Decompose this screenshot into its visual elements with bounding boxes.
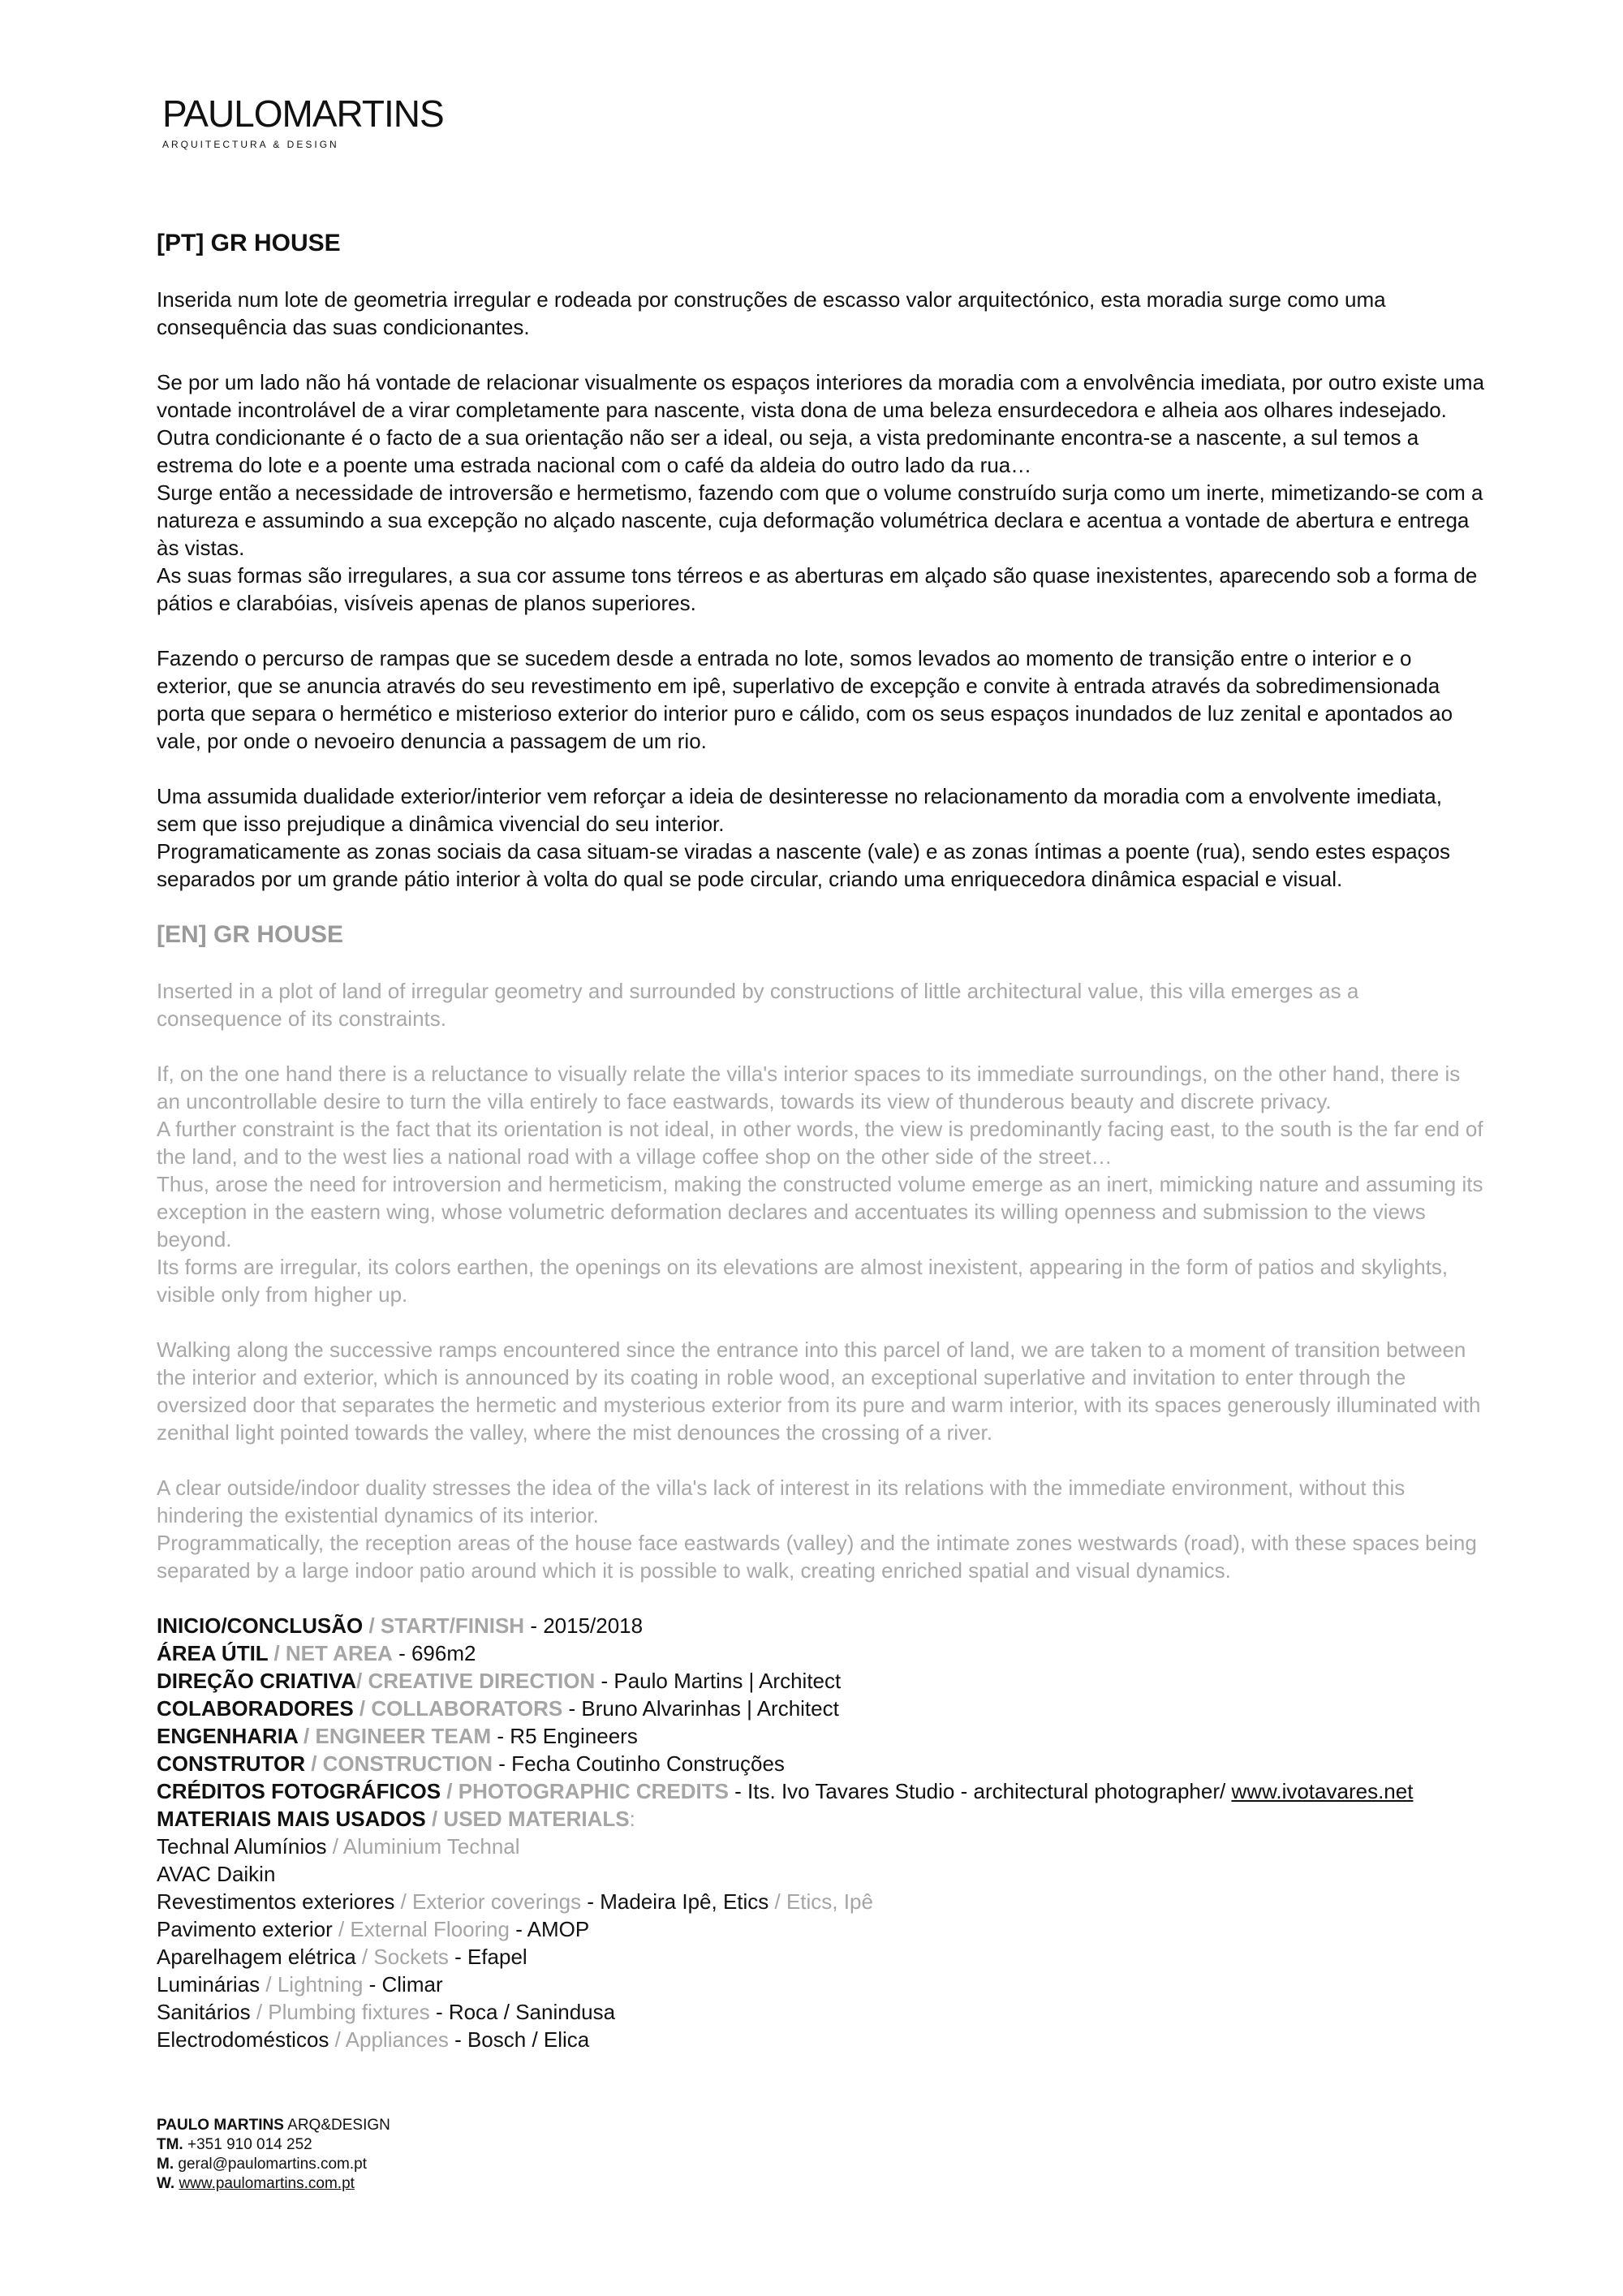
english-section (157, 920, 1487, 1584)
footer-phone: TM. +351 910 014 252 (157, 2136, 312, 2153)
en-paragraph-2a: If, on the one hand there is a reluctance to visually relate the villa's interior spaces to its immediate surroundings, on the other hand, there is an uncontrollable desire to turn the villa entirely to face eastwards, towards its view of thunderous beauty and discrete privacy. (157, 1062, 1461, 1114)
pt-paragraph-4a: Uma assumida dualidade exterior/interior vem reforçar a ideia de desinteresse no relacionamento da moradia com a envolvente imediata, sem que isso prejudique a dinâmica vivencial do seu interior. (157, 784, 1442, 836)
material-hvac: AVAC Daikin (157, 1862, 276, 1886)
project-credits (157, 1612, 1487, 2053)
photographer-link[interactable]: www.ivotavares.net (1231, 1779, 1414, 1803)
en-paragraph-4a: A clear outside/indoor duality stresses the idea of the villa's lack of interest in its relations with the immediate environment, without this hindering the existential dynamics of its interior. (157, 1475, 1406, 1527)
en-paragraph-2c: Thus, arose the need for introversion and hermeticism, making the constructed volume emerge as an inert, mimicking nature and assuming its exception in the eastern wing, whose volumetric deformation declares and accentuates its willing openness and submission to the views beyond. (157, 1172, 1483, 1251)
material-exterior-coverings: Revestimentos exteriores / Exterior coverings - Madeira Ipê, Etics / Etics, Ipê (157, 1889, 873, 1914)
footer-website: W. www.paulomartins.com.pt (157, 2175, 355, 2192)
material-appliances: Electrodomésticos / Appliances - Bosch / Elica (157, 2027, 590, 2052)
credit-creative-direction: DIREÇÃO CRIATIVA/ CREATIVE DIRECTION - Paulo Martins | Architect (157, 1669, 842, 1693)
en-paragraph-1: Inserted in a plot of land of irregular geometry and surrounded by constructions of little architectural value, this villa emerges as a consequence of its constraints. (157, 979, 1359, 1031)
footer-company: PAULO MARTINS ARQ&DESIGN (157, 2117, 390, 2134)
pt-title: [PT] GR HOUSE (157, 230, 341, 256)
en-paragraph-2b: A further constraint is the fact that its orientation is not ideal, in other words, the view is predominantly facing east, to the south is the far end of the land, and to the west lies a national road with a village coffee shop on the other side of the street… (157, 1117, 1483, 1169)
logo-subtitle: ARQUITECTURA & DESIGN (162, 139, 339, 150)
company-logo (162, 91, 444, 151)
material-sockets: Aparelhagem elétrica / Sockets - Efapel (157, 1945, 527, 1969)
material-lighting: Luminárias / Lightning - Climar (157, 1972, 443, 1997)
footer-email: M. geral@paulomartins.com.pt (157, 2156, 367, 2173)
contact-footer (157, 2116, 390, 2194)
logo-name: PAULOMARTINS (162, 93, 444, 135)
pt-paragraph-2b: Outra condicionante é o facto de a sua orientação não ser a ideal, ou seja, a vista predominante encontra-se a nascente, a sul temos a estrema do lote e a poente uma estrada nacional com o café da aldeia do outro lado da rua… (157, 425, 1419, 477)
pt-paragraph-2c: Surge então a necessidade de introversão e hermetismo, fazendo com que o volume construído surja como um inerte, mimetizando-se com a natureza e assumindo a sua excepção no alçado nascente, cuja deformação volumétrica declara e acentua a vontade de abertura e entrega às vistas. (157, 480, 1483, 560)
pt-paragraph-4b: Programaticamente as zonas sociais da casa situam-se viradas a nascente (vale) e as zonas íntimas a poente (rua), sendo estes espaços separados por um grande pátio interior à volta do qual se pode circular, criando uma enriquecedora dinâmica espacial e visual. (157, 839, 1451, 891)
credit-construction: CONSTRUTOR / CONSTRUCTION - Fecha Coutinho Construções (157, 1751, 785, 1776)
credit-photography: CRÉDITOS FOTOGRÁFICOS / PHOTOGRAPHIC CREDITS - Its. Ivo Tavares Studio - architectural photographer/ www.ivotavares.net (157, 1779, 1414, 1803)
en-paragraph-4b: Programmatically, the reception areas of the house face eastwards (valley) and the intimate zones westwards (road), with these spaces being separated by a large indoor patio around which it is possible to walk, creating enriched spatial and visual dynamics. (157, 1531, 1477, 1583)
en-paragraph-2d: Its forms are irregular, its colors earthen, the openings on its elevations are almost inexistent, appearing in the form of patios and skylights, visible only from higher up. (157, 1255, 1449, 1307)
material-plumbing: Sanitários / Plumbing fixtures - Roca / Sanindusa (157, 2000, 616, 2024)
pt-paragraph-3: Fazendo o percurso de rampas que se sucedem desde a entrada no lote, somos levados ao momento de transição entre o interior e o exterior, que se anuncia através do seu revestimento em ipê, superlativo de excepção e convite à entrada através da sobredimensionada porta que separa o hermético e misterioso exterior do interior puro e cálido, com os seus espaços inundados de luz zenital e apontados ao vale, por onde o nevoeiro denuncia a passagem de um rio. (157, 646, 1453, 753)
portuguese-section (157, 229, 1487, 893)
pt-paragraph-2a: Se por um lado não há vontade de relacionar visualmente os espaços interiores da moradia com a envolvência imediata, por outro existe uma vontade incontrolável de a virar completamente para nascente, vista dona de uma beleza ensurdecedora e alheia aos olhares indesejado. (157, 370, 1485, 422)
credit-net-area: ÁREA ÚTIL / NET AREA - 696m2 (157, 1641, 476, 1665)
credit-engineering: ENGENHARIA / ENGINEER TEAM - R5 Engineers (157, 1724, 638, 1748)
website-link[interactable]: www.paulomartins.com.pt (179, 2175, 355, 2192)
material-external-flooring: Pavimento exterior / External Flooring - AMOP (157, 1917, 590, 1941)
material-aluminium: Technal Alumínios / Aluminium Technal (157, 1834, 520, 1859)
pt-paragraph-2d: As suas formas são irregulares, a sua cor assume tons térreos e as aberturas em alçado são quase inexistentes, aparecendo sob a forma de pátios e clarabóias, visíveis apenas de planos superiores. (157, 563, 1478, 615)
pt-paragraph-1: Inserida num lote de geometria irregular e rodeada por construções de escasso valor arquitectónico, esta moradia surge como uma consequência das suas condicionantes. (157, 287, 1386, 339)
en-title: [EN] GR HOUSE (157, 921, 344, 948)
en-paragraph-3: Walking along the successive ramps encountered since the entrance into this parcel of land, we are taken to a moment of transition between the interior and exterior, which is announced by its coating in roble wood, an exceptional superlative and invitation to enter through the oversized door that separates the hermetic and mysterious exterior from its pure and warm interior, with its spaces generously illuminated with zenithal light pointed towards the valley, where the mist denounces the crossing of a river. (157, 1338, 1481, 1445)
credit-collaborators: COLABORADORES / COLLABORATORS - Bruno Alvarinhas | Architect (157, 1696, 839, 1721)
credit-materials-heading: MATERIAIS MAIS USADOS / USED MATERIALS: (157, 1807, 635, 1831)
document-body (157, 229, 1487, 2053)
credit-start-finish: INICIO/CONCLUSÃO / START/FINISH - 2015/2018 (157, 1613, 644, 1638)
